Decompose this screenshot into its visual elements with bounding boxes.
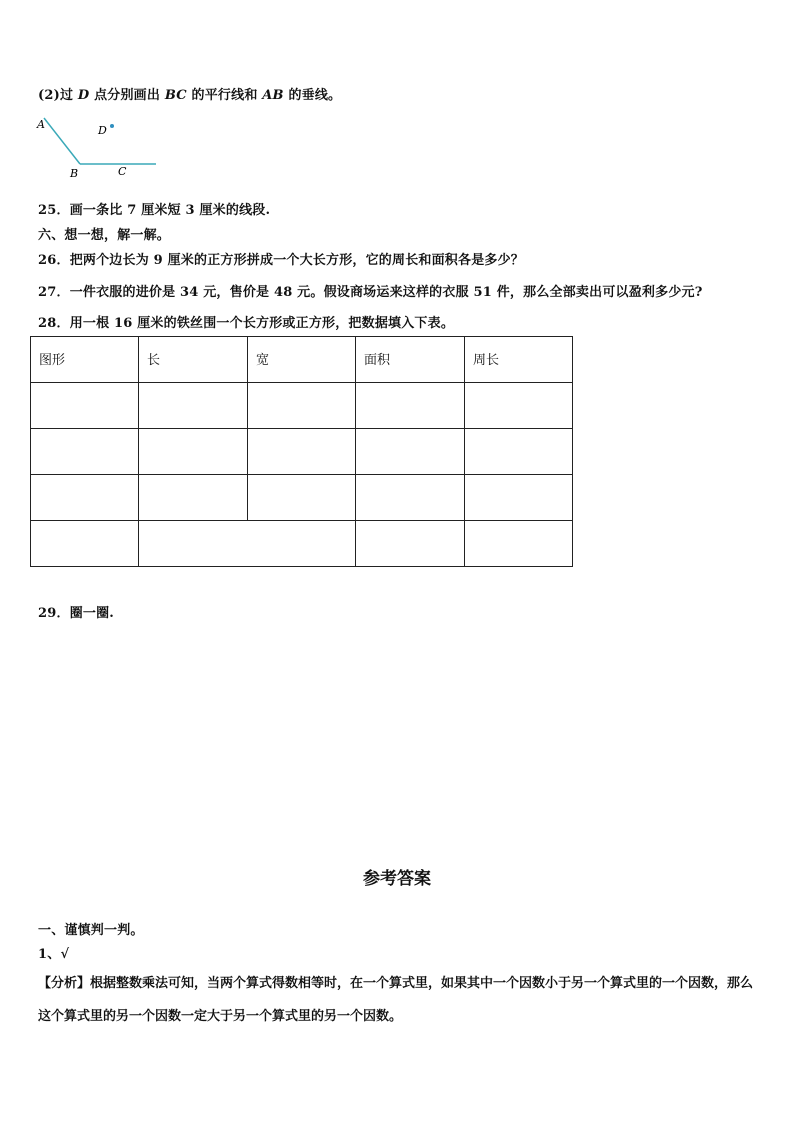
header-shape: 图形: [31, 337, 139, 383]
header-length: 长: [139, 337, 248, 383]
question-24-part-2: (2)过 D 点分别画出 BC 的平行线和 AB 的垂线。: [38, 88, 342, 103]
table-cell[interactable]: [248, 429, 356, 475]
header-width: 宽: [248, 337, 356, 383]
label-a: A: [37, 118, 45, 131]
analysis-text: 【分析】根据整数乘法可知，当两个算式得数相等时，在一个算式里，如果其中一个因数小于另一个算式里的一个因数，那么这个算式里的另一个因数一定大于另一个算式里的另一个因数。: [38, 976, 754, 1024]
segment-bc-label: BC: [164, 88, 187, 103]
table-cell[interactable]: [31, 429, 139, 475]
label-b: B: [70, 167, 79, 180]
segment-ab-label: AB: [262, 88, 284, 103]
table-cell[interactable]: [139, 383, 248, 429]
question-27: 27．一件衣服的进价是 34 元，售价是 48 元。假设商场运来这样的衣服 51 件，那么全部卖出可以盈利多少元?: [38, 285, 703, 300]
section-6-heading: 六、想一想，解一解。: [38, 228, 171, 243]
table-cell[interactable]: [465, 429, 573, 475]
question-28: 28．用一根 16 厘米的铁丝围一个长方形或正方形，把数据填入下表。: [38, 316, 455, 331]
table-cell[interactable]: [465, 383, 573, 429]
question-25: 25．画一条比 7 厘米短 3 厘米的线段.: [38, 203, 271, 218]
table-row: [31, 521, 573, 567]
point-d: [110, 124, 114, 128]
table-cell[interactable]: [31, 475, 139, 521]
answer-1: 1、√: [38, 947, 70, 962]
table-header-row: [31, 337, 573, 383]
table-cell[interactable]: [139, 475, 248, 521]
question-26: 26．把两个边长为 9 厘米的正方形拼成一个大长方形，它的周长和面积各是多少？: [38, 253, 524, 268]
table-cell[interactable]: [356, 475, 465, 521]
table-cell[interactable]: [356, 383, 465, 429]
table-cell[interactable]: [356, 521, 465, 567]
table-cell[interactable]: [465, 475, 573, 521]
label-d: D: [98, 124, 107, 137]
table-row: [31, 475, 573, 521]
table-cell[interactable]: [248, 475, 356, 521]
table-row: [31, 429, 573, 475]
table-row: [31, 383, 573, 429]
point-d-label: D: [77, 88, 90, 103]
table-cell-merged[interactable]: [139, 521, 356, 567]
label-c: C: [118, 165, 127, 178]
shape-data-table: [30, 336, 573, 567]
header-perimeter: 周长: [465, 337, 573, 383]
segment-ab: [44, 118, 80, 164]
table-cell[interactable]: [139, 429, 248, 475]
answer-heading: 参考答案: [363, 869, 431, 889]
header-area: 面积: [356, 337, 465, 383]
table-cell[interactable]: [356, 429, 465, 475]
angle-figure: [34, 112, 164, 182]
answer-section-1: 一、谨慎判一判。: [38, 923, 144, 938]
table-cell[interactable]: [465, 521, 573, 567]
table-cell[interactable]: [248, 383, 356, 429]
question-29: 29．圈一圈.: [38, 606, 115, 621]
table-cell[interactable]: [31, 383, 139, 429]
table-cell[interactable]: [31, 521, 139, 567]
